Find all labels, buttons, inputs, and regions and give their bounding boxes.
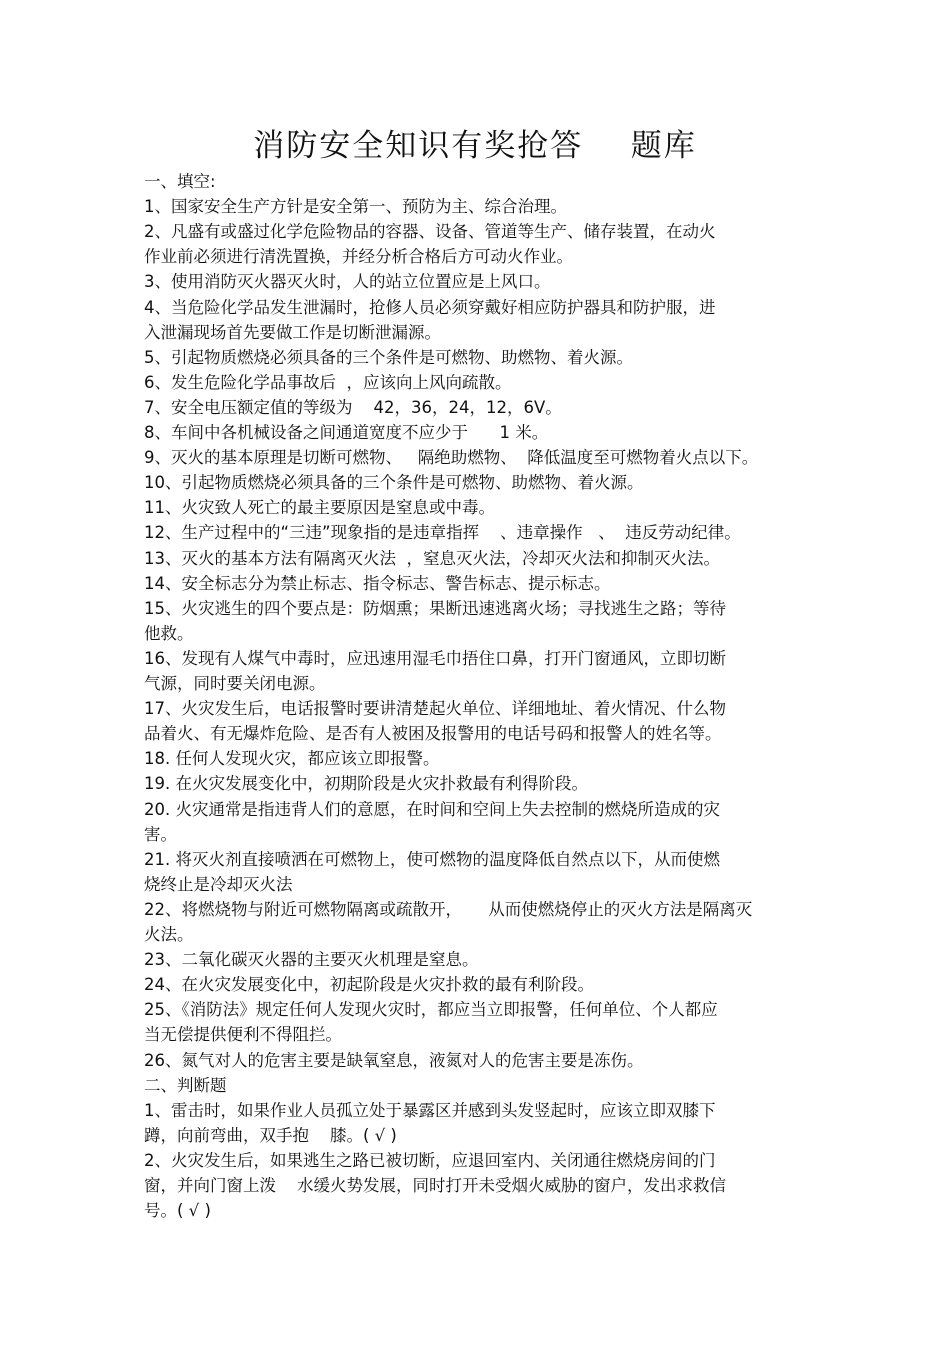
text-line: 7、安全电压额定值的等级为 42，36，24，12，6V。	[144, 397, 562, 417]
text-line: 5、引起物质燃烧必须具备的三个条件是可燃物、助燃物、着火源。	[144, 347, 633, 367]
text-line: 9、灭火的基本原理是切断可燃物、 隔绝助燃物、 降低温度至可燃物着火点以下。	[144, 448, 759, 468]
text-line: 22、将燃烧物与附近可燃物隔离或疏散开， 从而使燃烧停止的灭火方法是隔离灭	[144, 899, 753, 919]
text-line: 火法。	[144, 925, 194, 944]
text-line: 害。	[144, 824, 177, 844]
section-heading-fill-in: 一、填空:	[144, 172, 216, 191]
text-line: 25、《消防法》规定任何人发现火灾时，都应当立即报警，任何单位、个人都应	[144, 1000, 718, 1020]
text-line: 1、国家安全生产方针是安全第一、预防为主、综合治理。	[144, 197, 567, 217]
text-line: 入泄漏现场首先要做工作是切断泄漏源。	[144, 322, 441, 342]
text-line: 11、火灾致人死亡的最主要原因是窒息或中毒。	[144, 498, 495, 518]
text-line: 21. 将灭火剂直接喷洒在可燃物上，使可燃物的温度降低自然点以下，从而使燃	[144, 849, 720, 869]
page-title: 消防安全知识有奖抢答 题库	[253, 128, 697, 164]
text-line: 8、车间中各机械设备之间通道宽度不应少于 1 米。	[144, 423, 549, 442]
text-line: 15、火灾逃生的四个要点是：防烟熏；果断迅速逃离火场；寻找逃生之路；等待	[144, 598, 726, 618]
text-line: 10、引起物质燃烧必须具备的三个条件是可燃物、助燃物、着火源。	[144, 473, 644, 493]
text-line: 24、在火灾发展变化中，初起阶段是火灾扑救的最有利阶段。	[144, 975, 594, 995]
text-line: 他救。	[144, 623, 194, 643]
text-line: 16、发现有人煤气中毒时，应迅速用湿毛巾捂住口鼻，打开门窗通风，立即切断	[144, 648, 726, 668]
text-line: 窗，并向门窗上泼 水缓火势发展，同时打开未受烟火威胁的窗户，发出求救信	[144, 1176, 726, 1195]
text-line: 2、凡盛有或盛过化学危险物品的容器、设备、管道等生产、储存装置，在动火	[144, 222, 716, 242]
text-line: 品着火、有无爆炸危险、是否有人被困及报警用的电话号码和报警人的姓名等。	[144, 724, 722, 744]
text-line: 烧终止是冷却灭火法	[144, 874, 293, 894]
text-line: 6、发生危险化学品事故后 ，应该向上风向疏散。	[144, 372, 512, 392]
text-line: 14、安全标志分为禁止标志、指令标志、警告标志、提示标志。	[144, 573, 611, 593]
text-line: 4、当危险化学品发生泄漏时，抢修人员必须穿戴好相应防护器具和防护服，进	[144, 297, 716, 317]
text-line: 18. 任何人发现火灾，都应该立即报警。	[144, 749, 440, 769]
text-line: 作业前必须进行清洗置换，并经分析合格后方可动火作业。	[144, 247, 573, 267]
text-line: 2、火灾发生后，如果逃生之路已被切断，应退回室内、关闭通往燃烧房间的门	[144, 1150, 716, 1170]
text-line: 蹲，向前弯曲，双手抱 膝。( √ )	[144, 1125, 397, 1145]
text-line: 23、二氧化碳灭火器的主要灭火机理是窒息。	[144, 950, 479, 970]
text-line: 号。( √ )	[144, 1201, 211, 1221]
text-line: 19. 在火灾发展变化中，初期阶段是火灾扑救最有利得阶段。	[144, 774, 588, 794]
text-line: 气源，同时要关闭电源。	[144, 674, 326, 693]
text-line: 20. 火灾通常是指违背人们的意愿，在时间和空间上失去控制的燃烧所造成的灾	[144, 799, 720, 819]
text-line: 17、火灾发生后，电话报警时要讲清楚起火单位、详细地址、着火情况、什么物	[144, 699, 726, 719]
text-line: 3、使用消防灭火器灭火时，人的站立位置应是上风口。	[144, 272, 551, 292]
text-line: 1、雷击时，如果作业人员孤立处于暴露区并感到头发竖起时，应该立即双膝下	[144, 1100, 716, 1120]
text-line: 当无偿提供便利不得阻拦。	[144, 1025, 342, 1045]
text-line: 12、生产过程中的“三违”现象指的是违章指挥 、违章操作 、 违反劳动纪律。	[144, 523, 741, 543]
section-heading-true-false: 二、判断题	[144, 1075, 227, 1095]
text-line: 13、灭火的基本方法有隔离灭火法 ，窒息灭火法，冷却灭火法和抑制灭火法。	[144, 548, 720, 568]
text-line: 26、氮气对人的危害主要是缺氧窒息，液氮对人的危害主要是冻伤。	[144, 1050, 644, 1070]
